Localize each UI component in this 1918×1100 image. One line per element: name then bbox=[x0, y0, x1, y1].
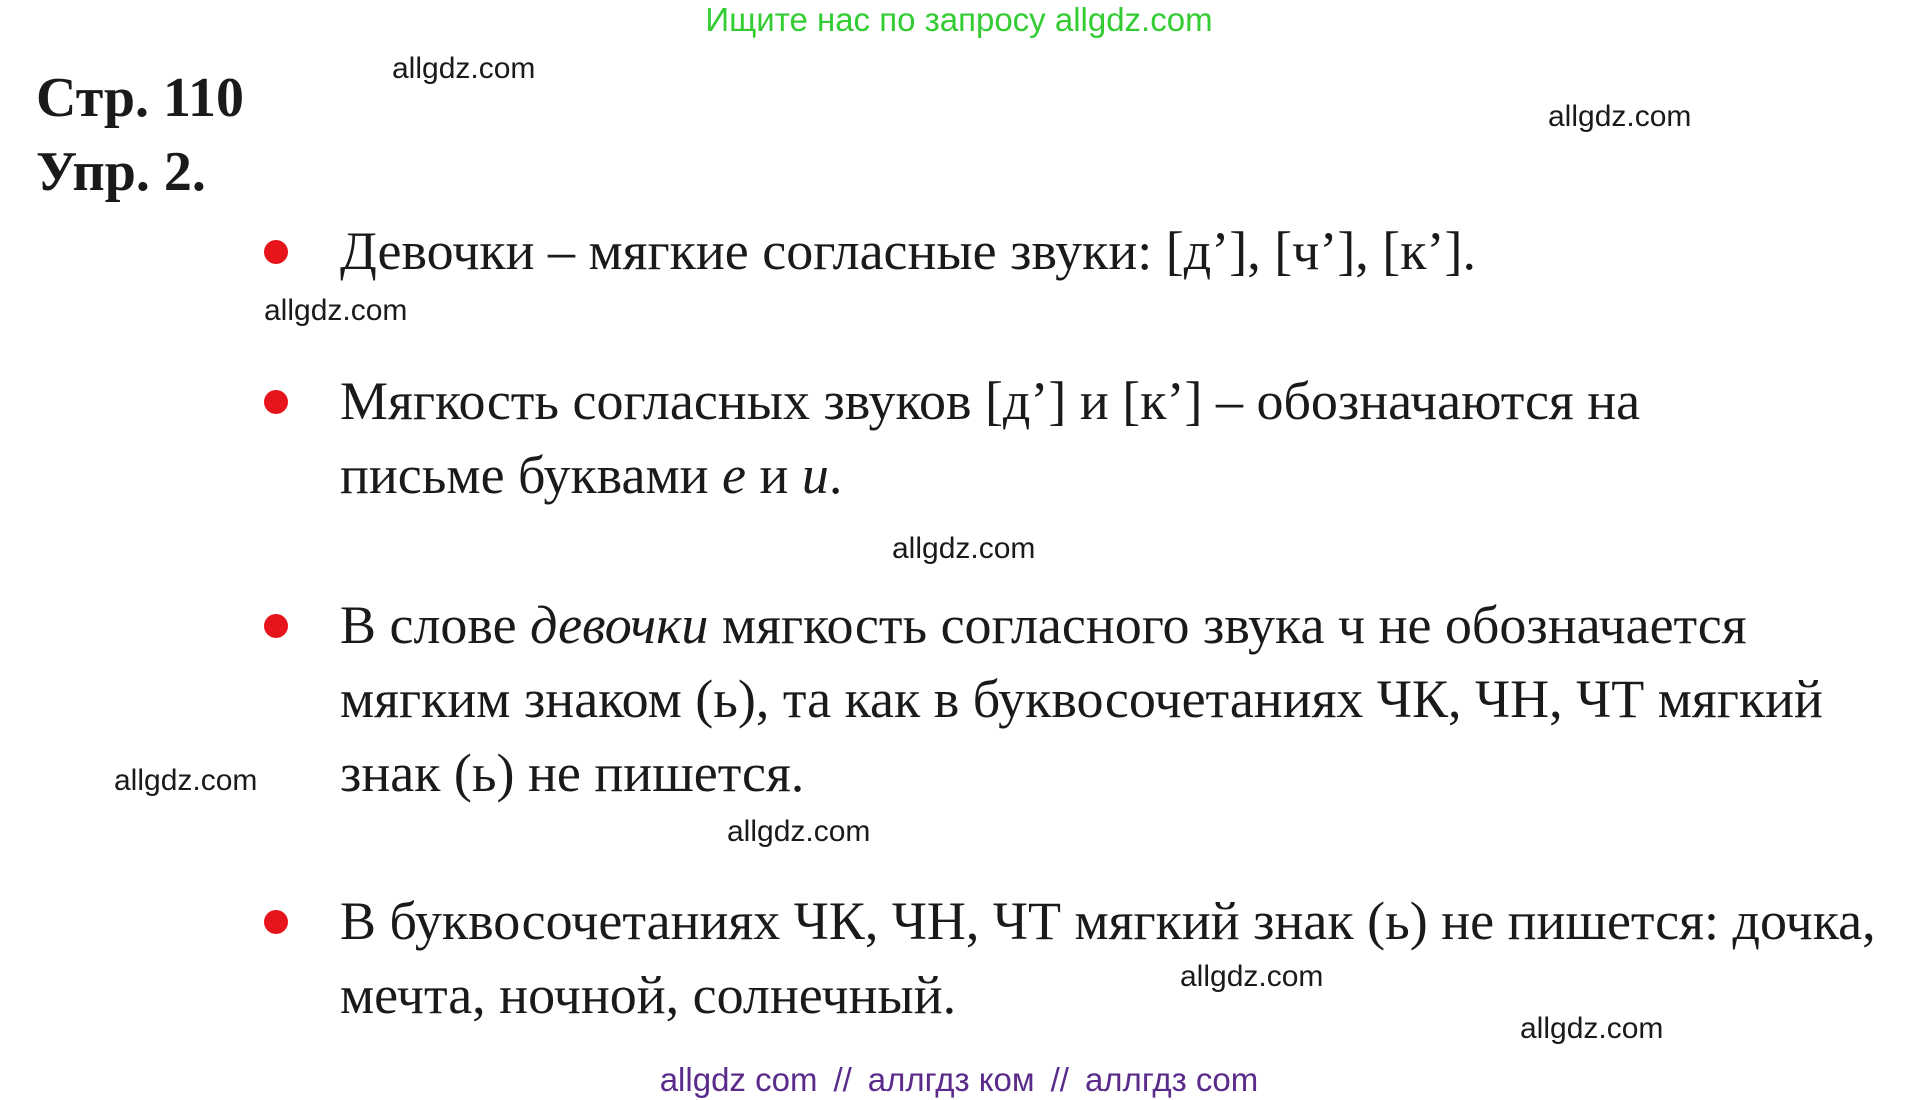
item-italic-letter: е bbox=[722, 445, 746, 505]
watermark: allgdz.com bbox=[727, 815, 871, 848]
footer-separator: // bbox=[833, 1061, 852, 1098]
list-item bbox=[340, 214, 1900, 288]
page-number: Стр. 110 bbox=[36, 67, 244, 129]
footer-text: аллгдз com bbox=[1084, 1061, 1259, 1098]
footer-text: allgdz com bbox=[659, 1061, 818, 1098]
watermark: allgdz.com bbox=[1548, 100, 1692, 133]
footer-watermark bbox=[0, 1060, 1918, 1100]
item-text: мягкость согласного звука ч не обозначается мягким знаком (ь), та как в буквосочетаниях ЧК, ЧН, ЧТ мягкий знак (ь) не пишется. bbox=[340, 595, 1823, 803]
exercise-number: Упр. 2. bbox=[36, 141, 206, 203]
item-text: . bbox=[828, 445, 843, 505]
item-text: Девочки – мягкие согласные звуки: [д’], [ч’], [к’]. bbox=[340, 221, 1476, 281]
item-italic-letter: и bbox=[801, 445, 829, 505]
item-text: В слове bbox=[340, 595, 531, 655]
watermark: allgdz.com bbox=[114, 764, 258, 797]
bullet-icon bbox=[264, 910, 288, 934]
item-italic-word: девочки bbox=[530, 595, 709, 655]
watermark: allgdz.com bbox=[1180, 960, 1324, 993]
item-text: Мягкость согласных звуков [д’] и [к’] – обозначаются на письме буквами bbox=[340, 371, 1641, 505]
list-item bbox=[340, 884, 1900, 1032]
top-banner: Ищите нас по запросу allgdz.com bbox=[705, 1, 1213, 38]
watermark: allgdz.com bbox=[264, 294, 408, 327]
bullet-icon bbox=[264, 614, 288, 638]
watermark: allgdz.com bbox=[392, 52, 536, 85]
list-item bbox=[340, 588, 1900, 810]
watermark: allgdz.com bbox=[1520, 1012, 1664, 1045]
watermark: allgdz.com bbox=[892, 532, 1036, 565]
item-text: В буквосочетаниях ЧК, ЧН, ЧТ мягкий знак (ь) не пишется: дочка, мечта, ночной, солнечный. bbox=[340, 891, 1876, 1025]
bullet-icon bbox=[264, 240, 288, 264]
item-text: и bbox=[745, 445, 802, 505]
footer-text: аллгдз ком bbox=[867, 1061, 1035, 1098]
footer-separator: // bbox=[1050, 1061, 1069, 1098]
list-item bbox=[340, 364, 1800, 512]
bullet-icon bbox=[264, 390, 288, 414]
